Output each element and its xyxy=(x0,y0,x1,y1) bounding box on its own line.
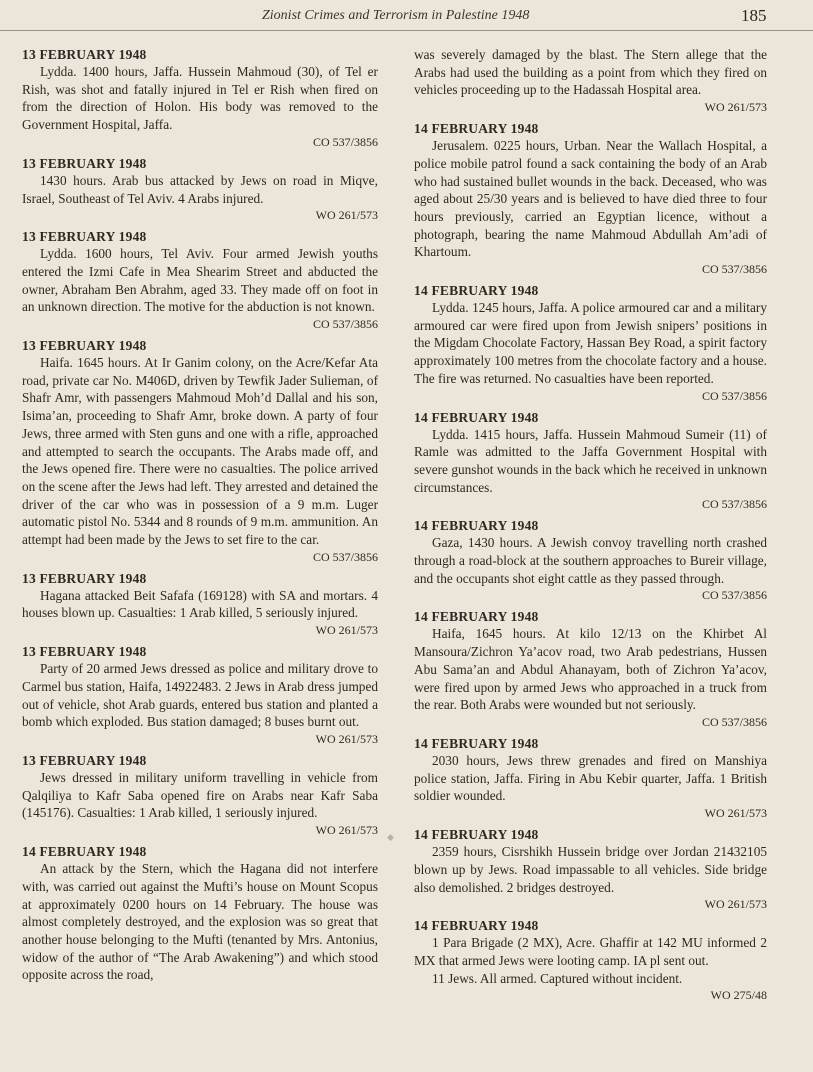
entry xyxy=(22,843,378,984)
header-rule xyxy=(0,30,813,31)
entry-reference: CO 537/3856 xyxy=(701,588,767,603)
entry-reference: WO 261/573 xyxy=(315,731,378,746)
entry-text: Haifa, 1645 hours. At kilo 12/13 on the Khirbet Al Mansoura/Zichron Ya’acov road, two Arab pedestrians, Hussen Abu Sama’an and Abdul Ahanayam, both of Zichron Ya’acov, were fired upon by armed Jews who approached in a truck from the rear. Both Arabs were wounded but not seriously. xyxy=(414,626,767,713)
entry xyxy=(22,46,378,151)
entry-reference: CO 537/3856 xyxy=(701,714,767,729)
entry-reference: CO 537/3856 xyxy=(701,497,767,512)
entry-reference: CO 537/3856 xyxy=(312,134,378,149)
entry xyxy=(22,337,378,566)
entry-reference: WO 261/573 xyxy=(315,823,378,838)
entry-reference: WO 261/573 xyxy=(704,897,767,912)
entry-reference: CO 537/3856 xyxy=(312,317,378,332)
entry-reference: WO 261/573 xyxy=(704,100,767,115)
entry xyxy=(22,228,378,333)
entry-date: 13 FEBRUARY 1948 xyxy=(22,570,147,586)
entry-date: 14 FEBRUARY 1948 xyxy=(414,518,539,534)
entry-text: 1 Para Brigade (2 MX), Acre. Ghaffir at 142 MU informed 2 MX that armed Jews were looting camp. IA pl sent out. xyxy=(414,935,767,968)
entry-text: Lydda. 1400 hours, Jaffa. Hussein Mahmoud (30), of Tel er Rish, was shot and fatally injured in Tel er Rish when fired on from the direction of Holon. His body was removed to the Government Hospital, Jaffa. xyxy=(22,64,378,133)
book-title: Zionist Crimes and Terrorism in Palestine 1948 xyxy=(262,8,530,23)
entry-date: 13 FEBRUARY 1948 xyxy=(22,47,147,62)
entry-date: 14 FEBRUARY 1948 xyxy=(414,918,539,934)
entry-reference: CO 537/3856 xyxy=(312,549,378,564)
entry-text: Lydda. 1600 hours, Tel Aviv. Four armed Jewish youths entered the Izmi Cafe in Mea Shearim Street and abducted the owner, Abraham Ben Abrahm, aged 33. They made off on foot in an unknown direction. The motive for the abduction is not known. xyxy=(22,246,378,315)
entry-text: Haifa. 1645 hours. At Ir Ganim colony, on the Acre/Kefar Ata road, private car No. M406D, driven by Tewfik Jader Sulieman, of Shafr Amr, with passengers Mahmoud Moh’d Dallal and his son, Isima’an, proceeding to Shafr Amr, broke down. A party of four Jews, three armed with Sten guns and one with a rifle, approached and attempted to search the occupants. The Arabs made off, and the Jews opened fire. There were no casualties. The police arrived on the scene after the Jews had left. They arrested and detained the driver of the car who was in possession of a 9 m.m. Luger automatic pistol No. 5344 and 8 rounds of 9 m.m. ammunition. An attempt had been made by the Jews to set fire to the car. xyxy=(22,355,378,548)
entry xyxy=(414,409,767,514)
entry-text: Jerusalem. 0225 hours, Urban. Near the Wallach Hospital, a police mobile patrol found a sack containing the body of an Arab who had sustained bullet wounds in the back. Deceased, who was aged about 25/30 years and is believed to have died three to four hours previously, carried an Egyptian licence, without a photograph, bearing the name Mahmoud Abdullah Am’adi of Khartoum. xyxy=(414,138,767,260)
entry-date: 14 FEBRUARY 1948 xyxy=(414,409,539,425)
left-column xyxy=(22,46,378,984)
entry-reference: WO 261/573 xyxy=(315,623,378,638)
entry-text: 1430 hours. Arab bus attacked by Jews on road in Miqve, Israel, Southeast of Tel Aviv. 4 Arabs injured. xyxy=(22,172,378,206)
entry-text: 2030 hours, Jews threw grenades and fired on Manshiya police station, Jaffa. Firing in Abu Kebir quarter, Jaffa. 1 British soldier wounded. xyxy=(414,752,767,804)
entry-text: Hagana attacked Beit Safafa (169128) with SA and mortars. 4 houses blown up. Casualties: 1 Arab killed, 5 seriously injured. xyxy=(22,587,378,621)
entry xyxy=(22,155,378,224)
entry xyxy=(22,752,378,839)
entry xyxy=(22,570,378,639)
entry-reference: WO 275/48 xyxy=(710,988,767,1003)
entry xyxy=(414,282,767,405)
page-number: 185 xyxy=(741,6,767,25)
entry-text: Lydda. 1415 hours, Jaffa. Hussein Mahmoud Sumeir (11) of Ramle was admitted to the Jaffa Government Hospital with severe gunshot wounds in the back which he received in unknown circumstances. xyxy=(414,426,767,495)
entry xyxy=(414,735,767,822)
entry-text: Lydda. 1245 hours, Jaffa. A police armoured car and a military armoured car were fired upon from Jewish snipers’ positions in the Migdam Chocolate Factory, Hassan Bey Road, a spirit factory approximately 100 metres from the chocolate factory and a house. The fire was returned. No casualties have been reported. xyxy=(414,300,767,386)
entry-date: 14 FEBRUARY 1948 xyxy=(414,827,539,843)
entry xyxy=(22,643,378,748)
entry-text: 2359 hours, Cisrshikh Hussein bridge over Jordan 21432105 blown up by Jews. Road impassable to all vehicles. Side bridge also demolished. 2 bridges destroyed. xyxy=(414,844,767,895)
right-column xyxy=(414,46,767,1008)
entry-date: 13 FEBRUARY 1948 xyxy=(22,229,147,245)
entry-date: 14 FEBRUARY 1948 xyxy=(22,844,147,860)
entry-text: was severely damaged by the blast. The Stern allege that the Arabs had used the building as a point from which they fired on vehicles proceeding up to the Hadassah Hospital area. xyxy=(414,47,767,98)
entry-reference: WO 261/573 xyxy=(704,806,767,821)
margin-mark: ◆ xyxy=(387,832,394,842)
entry-date: 14 FEBRUARY 1948 xyxy=(414,609,539,625)
entry-text: Party of 20 armed Jews dressed as police and military drove to Carmel bus station, Haifa, 14922483. 2 Jews in Arab dress jumped out of vehicle, shot Arab guards, entered bus station and planted a bomb which exploded. Bus station damaged; 8 buses burnt out. xyxy=(22,661,378,730)
entry xyxy=(414,120,767,278)
entry-date: 13 FEBRUARY 1948 xyxy=(22,338,147,354)
entry-date: 13 FEBRUARY 1948 xyxy=(22,752,147,768)
entry-date: 14 FEBRUARY 1948 xyxy=(414,735,539,751)
entry-reference: WO 261/573 xyxy=(315,208,378,223)
entry xyxy=(414,608,767,731)
entry-date: 14 FEBRUARY 1948 xyxy=(414,283,539,299)
entry xyxy=(414,826,767,913)
entry xyxy=(414,517,767,604)
entry-date: 13 FEBRUARY 1948 xyxy=(22,644,147,660)
entry-text: Gaza, 1430 hours. A Jewish convoy travelling north crashed through a road-block at the southern approaches to Bureir village, and the occupants shot eight cattle as they passed through. xyxy=(414,535,767,586)
entry-text-continued: 11 Jews. All armed. Captured without incident. xyxy=(432,970,683,986)
entry-date: 13 FEBRUARY 1948 xyxy=(22,155,147,171)
entry-date: 14 FEBRUARY 1948 xyxy=(414,121,539,137)
entry-reference: CO 537/3856 xyxy=(701,262,767,277)
running-header xyxy=(0,6,813,30)
entry-text: Jews dressed in military uniform travelling in vehicle from Qalqiliya to Kafr Saba opened fire on Arabs near Kafr Saba (145176). Casualties: 1 Arab killed, 1 seriously injured. xyxy=(22,769,378,821)
entry-reference: CO 537/3856 xyxy=(701,388,767,403)
entry xyxy=(414,917,767,1004)
entry-text: An attack by the Stern, which the Hagana did not interfere with, was carried out against the Mufti’s house on Mount Scopus at approximately 0200 hours on 14 February. The house was almost completely destroyed, and the explosion was so great that another house belonging to the Mufti (tenanted by Mrs. Antonius, widow of the author of “The Arab Awakening”) and which stood opposite across the road, xyxy=(22,861,378,983)
entry-continuation xyxy=(414,46,767,116)
